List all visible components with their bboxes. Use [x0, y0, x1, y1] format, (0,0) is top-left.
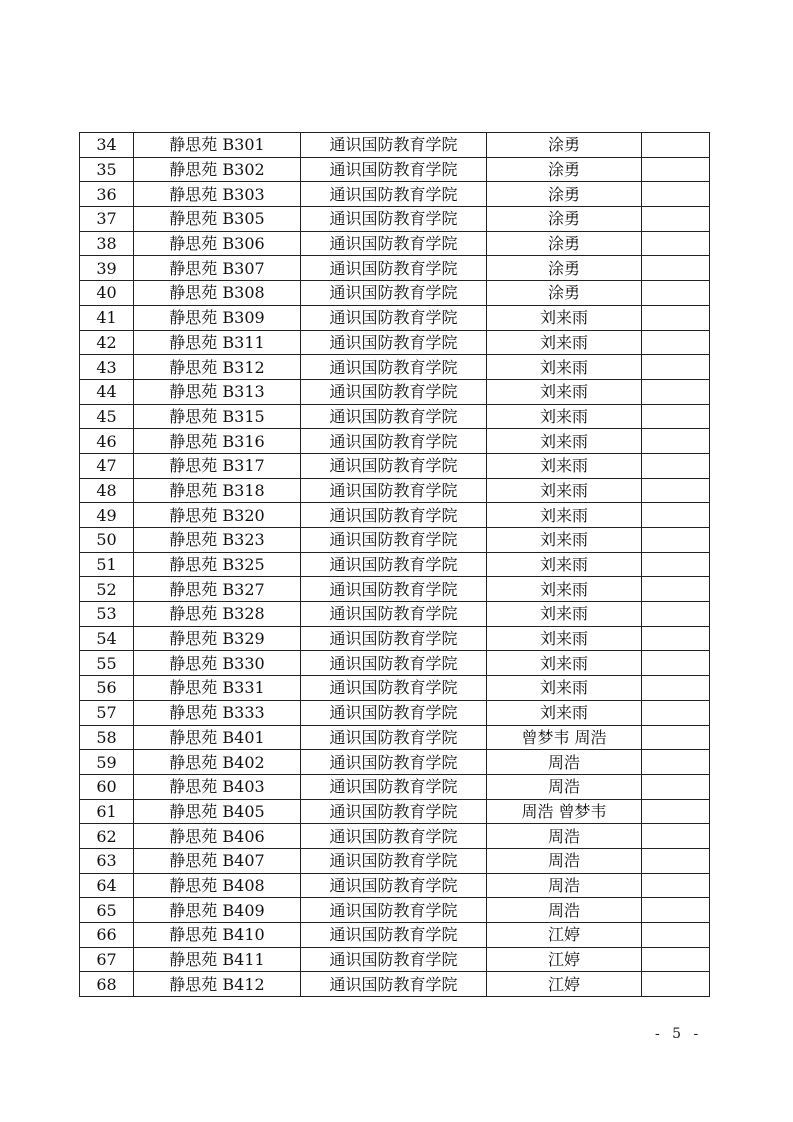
college-cell: 通识国防教育学院 [301, 503, 487, 528]
table-row [80, 552, 710, 577]
person-in-charge-cell: 刘来雨 [487, 528, 642, 553]
table-row [80, 799, 710, 824]
dormitory-table [79, 132, 710, 997]
person-in-charge-cell: 周浩 [487, 848, 642, 873]
person-in-charge-cell: 刘来雨 [487, 305, 642, 330]
person-in-charge-cell: 刘来雨 [487, 404, 642, 429]
room-cell: 静思苑 B328 [134, 602, 301, 627]
remarks-cell [642, 552, 710, 577]
row-number-cell: 47 [80, 453, 134, 478]
college-cell: 通识国防教育学院 [301, 848, 487, 873]
person-in-charge-cell: 江婷 [487, 923, 642, 948]
remarks-cell [642, 355, 710, 380]
remarks-cell [642, 848, 710, 873]
person-in-charge-cell: 涂勇 [487, 281, 642, 306]
remarks-cell [642, 873, 710, 898]
college-cell: 通识国防教育学院 [301, 898, 487, 923]
table-row [80, 231, 710, 256]
table-row [80, 725, 710, 750]
row-number-cell: 52 [80, 577, 134, 602]
person-in-charge-cell: 刘来雨 [487, 676, 642, 701]
remarks-cell [642, 330, 710, 355]
row-number-cell: 44 [80, 379, 134, 404]
room-cell: 静思苑 B333 [134, 700, 301, 725]
room-cell: 静思苑 B329 [134, 626, 301, 651]
remarks-cell [642, 626, 710, 651]
room-cell: 静思苑 B312 [134, 355, 301, 380]
college-cell: 通识国防教育学院 [301, 947, 487, 972]
remarks-cell [642, 602, 710, 627]
row-number-cell: 40 [80, 281, 134, 306]
table-row [80, 528, 710, 553]
table-row [80, 602, 710, 627]
remarks-cell [642, 281, 710, 306]
row-number-cell: 62 [80, 824, 134, 849]
table-row [80, 330, 710, 355]
college-cell: 通识国防教育学院 [301, 774, 487, 799]
table-row [80, 207, 710, 232]
row-number-cell: 55 [80, 651, 134, 676]
college-cell: 通识国防教育学院 [301, 256, 487, 281]
page-number: - 5 - [655, 1026, 703, 1042]
college-cell: 通识国防教育学院 [301, 799, 487, 824]
room-cell: 静思苑 B406 [134, 824, 301, 849]
table-row [80, 774, 710, 799]
table-row [80, 676, 710, 701]
row-number-cell: 51 [80, 552, 134, 577]
person-in-charge-cell: 刘来雨 [487, 453, 642, 478]
room-cell: 静思苑 B311 [134, 330, 301, 355]
remarks-cell [642, 231, 710, 256]
row-number-cell: 56 [80, 676, 134, 701]
person-in-charge-cell: 刘来雨 [487, 700, 642, 725]
room-cell: 静思苑 B407 [134, 848, 301, 873]
college-cell: 通识国防教育学院 [301, 379, 487, 404]
person-in-charge-cell: 刘来雨 [487, 651, 642, 676]
table-body [80, 133, 710, 997]
remarks-cell [642, 824, 710, 849]
room-cell: 静思苑 B411 [134, 947, 301, 972]
dormitory-table-container [79, 132, 709, 997]
college-cell: 通识国防教育学院 [301, 453, 487, 478]
college-cell: 通识国防教育学院 [301, 404, 487, 429]
remarks-cell [642, 478, 710, 503]
person-in-charge-cell: 江婷 [487, 947, 642, 972]
room-cell: 静思苑 B308 [134, 281, 301, 306]
college-cell: 通识国防教育学院 [301, 873, 487, 898]
college-cell: 通识国防教育学院 [301, 231, 487, 256]
college-cell: 通识国防教育学院 [301, 700, 487, 725]
room-cell: 静思苑 B323 [134, 528, 301, 553]
person-in-charge-cell: 周浩 [487, 898, 642, 923]
college-cell: 通识国防教育学院 [301, 626, 487, 651]
person-in-charge-cell: 刘来雨 [487, 330, 642, 355]
room-cell: 静思苑 B405 [134, 799, 301, 824]
person-in-charge-cell: 涂勇 [487, 157, 642, 182]
row-number-cell: 35 [80, 157, 134, 182]
person-in-charge-cell: 周浩 [487, 750, 642, 775]
person-in-charge-cell: 周浩 [487, 824, 642, 849]
remarks-cell [642, 923, 710, 948]
person-in-charge-cell: 刘来雨 [487, 602, 642, 627]
person-in-charge-cell: 刘来雨 [487, 577, 642, 602]
table-row [80, 923, 710, 948]
remarks-cell [642, 157, 710, 182]
remarks-cell [642, 774, 710, 799]
table-row [80, 873, 710, 898]
table-row [80, 626, 710, 651]
row-number-cell: 37 [80, 207, 134, 232]
table-row [80, 947, 710, 972]
table-row [80, 700, 710, 725]
person-in-charge-cell: 涂勇 [487, 231, 642, 256]
person-in-charge-cell: 刘来雨 [487, 552, 642, 577]
room-cell: 静思苑 B410 [134, 923, 301, 948]
table-row [80, 478, 710, 503]
table-row [80, 182, 710, 207]
table-row [80, 651, 710, 676]
room-cell: 静思苑 B401 [134, 725, 301, 750]
room-cell: 静思苑 B330 [134, 651, 301, 676]
college-cell: 通识国防教育学院 [301, 824, 487, 849]
table-row [80, 972, 710, 997]
table-row [80, 404, 710, 429]
room-cell: 静思苑 B409 [134, 898, 301, 923]
remarks-cell [642, 700, 710, 725]
room-cell: 静思苑 B315 [134, 404, 301, 429]
table-row [80, 429, 710, 454]
remarks-cell [642, 750, 710, 775]
remarks-cell [642, 133, 710, 158]
room-cell: 静思苑 B301 [134, 133, 301, 158]
person-in-charge-cell: 刘来雨 [487, 379, 642, 404]
row-number-cell: 36 [80, 182, 134, 207]
college-cell: 通识国防教育学院 [301, 972, 487, 997]
row-number-cell: 60 [80, 774, 134, 799]
row-number-cell: 68 [80, 972, 134, 997]
table-row [80, 577, 710, 602]
college-cell: 通识国防教育学院 [301, 182, 487, 207]
remarks-cell [642, 182, 710, 207]
table-row [80, 379, 710, 404]
row-number-cell: 50 [80, 528, 134, 553]
room-cell: 静思苑 B302 [134, 157, 301, 182]
college-cell: 通识国防教育学院 [301, 207, 487, 232]
college-cell: 通识国防教育学院 [301, 305, 487, 330]
college-cell: 通识国防教育学院 [301, 676, 487, 701]
college-cell: 通识国防教育学院 [301, 330, 487, 355]
row-number-cell: 41 [80, 305, 134, 330]
room-cell: 静思苑 B402 [134, 750, 301, 775]
remarks-cell [642, 651, 710, 676]
college-cell: 通识国防教育学院 [301, 923, 487, 948]
remarks-cell [642, 725, 710, 750]
table-row [80, 898, 710, 923]
row-number-cell: 45 [80, 404, 134, 429]
row-number-cell: 34 [80, 133, 134, 158]
room-cell: 静思苑 B313 [134, 379, 301, 404]
remarks-cell [642, 404, 710, 429]
room-cell: 静思苑 B320 [134, 503, 301, 528]
college-cell: 通识国防教育学院 [301, 651, 487, 676]
remarks-cell [642, 207, 710, 232]
college-cell: 通识国防教育学院 [301, 281, 487, 306]
college-cell: 通识国防教育学院 [301, 552, 487, 577]
row-number-cell: 65 [80, 898, 134, 923]
person-in-charge-cell: 周浩 曾梦韦 [487, 799, 642, 824]
college-cell: 通识国防教育学院 [301, 577, 487, 602]
table-row [80, 281, 710, 306]
room-cell: 静思苑 B327 [134, 577, 301, 602]
college-cell: 通识国防教育学院 [301, 725, 487, 750]
person-in-charge-cell: 刘来雨 [487, 503, 642, 528]
row-number-cell: 57 [80, 700, 134, 725]
person-in-charge-cell: 周浩 [487, 774, 642, 799]
person-in-charge-cell: 曾梦韦 周浩 [487, 725, 642, 750]
room-cell: 静思苑 B306 [134, 231, 301, 256]
table-row [80, 503, 710, 528]
college-cell: 通识国防教育学院 [301, 355, 487, 380]
college-cell: 通识国防教育学院 [301, 429, 487, 454]
college-cell: 通识国防教育学院 [301, 750, 487, 775]
remarks-cell [642, 305, 710, 330]
remarks-cell [642, 947, 710, 972]
row-number-cell: 39 [80, 256, 134, 281]
room-cell: 静思苑 B317 [134, 453, 301, 478]
table-row [80, 256, 710, 281]
row-number-cell: 61 [80, 799, 134, 824]
remarks-cell [642, 577, 710, 602]
room-cell: 静思苑 B309 [134, 305, 301, 330]
person-in-charge-cell: 江婷 [487, 972, 642, 997]
row-number-cell: 49 [80, 503, 134, 528]
remarks-cell [642, 972, 710, 997]
room-cell: 静思苑 B403 [134, 774, 301, 799]
person-in-charge-cell: 涂勇 [487, 256, 642, 281]
row-number-cell: 54 [80, 626, 134, 651]
college-cell: 通识国防教育学院 [301, 157, 487, 182]
room-cell: 静思苑 B408 [134, 873, 301, 898]
table-row [80, 453, 710, 478]
person-in-charge-cell: 涂勇 [487, 182, 642, 207]
remarks-cell [642, 898, 710, 923]
person-in-charge-cell: 刘来雨 [487, 355, 642, 380]
row-number-cell: 59 [80, 750, 134, 775]
remarks-cell [642, 503, 710, 528]
room-cell: 静思苑 B318 [134, 478, 301, 503]
row-number-cell: 46 [80, 429, 134, 454]
remarks-cell [642, 528, 710, 553]
row-number-cell: 64 [80, 873, 134, 898]
table-row [80, 848, 710, 873]
table-row [80, 355, 710, 380]
room-cell: 静思苑 B412 [134, 972, 301, 997]
row-number-cell: 67 [80, 947, 134, 972]
remarks-cell [642, 429, 710, 454]
room-cell: 静思苑 B303 [134, 182, 301, 207]
table-row [80, 157, 710, 182]
remarks-cell [642, 256, 710, 281]
room-cell: 静思苑 B316 [134, 429, 301, 454]
row-number-cell: 58 [80, 725, 134, 750]
person-in-charge-cell: 刘来雨 [487, 478, 642, 503]
room-cell: 静思苑 B305 [134, 207, 301, 232]
college-cell: 通识国防教育学院 [301, 133, 487, 158]
room-cell: 静思苑 B325 [134, 552, 301, 577]
room-cell: 静思苑 B307 [134, 256, 301, 281]
person-in-charge-cell: 涂勇 [487, 207, 642, 232]
table-row [80, 133, 710, 158]
remarks-cell [642, 799, 710, 824]
college-cell: 通识国防教育学院 [301, 528, 487, 553]
remarks-cell [642, 453, 710, 478]
person-in-charge-cell: 周浩 [487, 873, 642, 898]
room-cell: 静思苑 B331 [134, 676, 301, 701]
table-row [80, 750, 710, 775]
row-number-cell: 48 [80, 478, 134, 503]
person-in-charge-cell: 刘来雨 [487, 626, 642, 651]
college-cell: 通识国防教育学院 [301, 478, 487, 503]
row-number-cell: 42 [80, 330, 134, 355]
table-row [80, 824, 710, 849]
row-number-cell: 43 [80, 355, 134, 380]
college-cell: 通识国防教育学院 [301, 602, 487, 627]
row-number-cell: 66 [80, 923, 134, 948]
remarks-cell [642, 676, 710, 701]
row-number-cell: 53 [80, 602, 134, 627]
row-number-cell: 63 [80, 848, 134, 873]
person-in-charge-cell: 涂勇 [487, 133, 642, 158]
person-in-charge-cell: 刘来雨 [487, 429, 642, 454]
row-number-cell: 38 [80, 231, 134, 256]
remarks-cell [642, 379, 710, 404]
table-row [80, 305, 710, 330]
